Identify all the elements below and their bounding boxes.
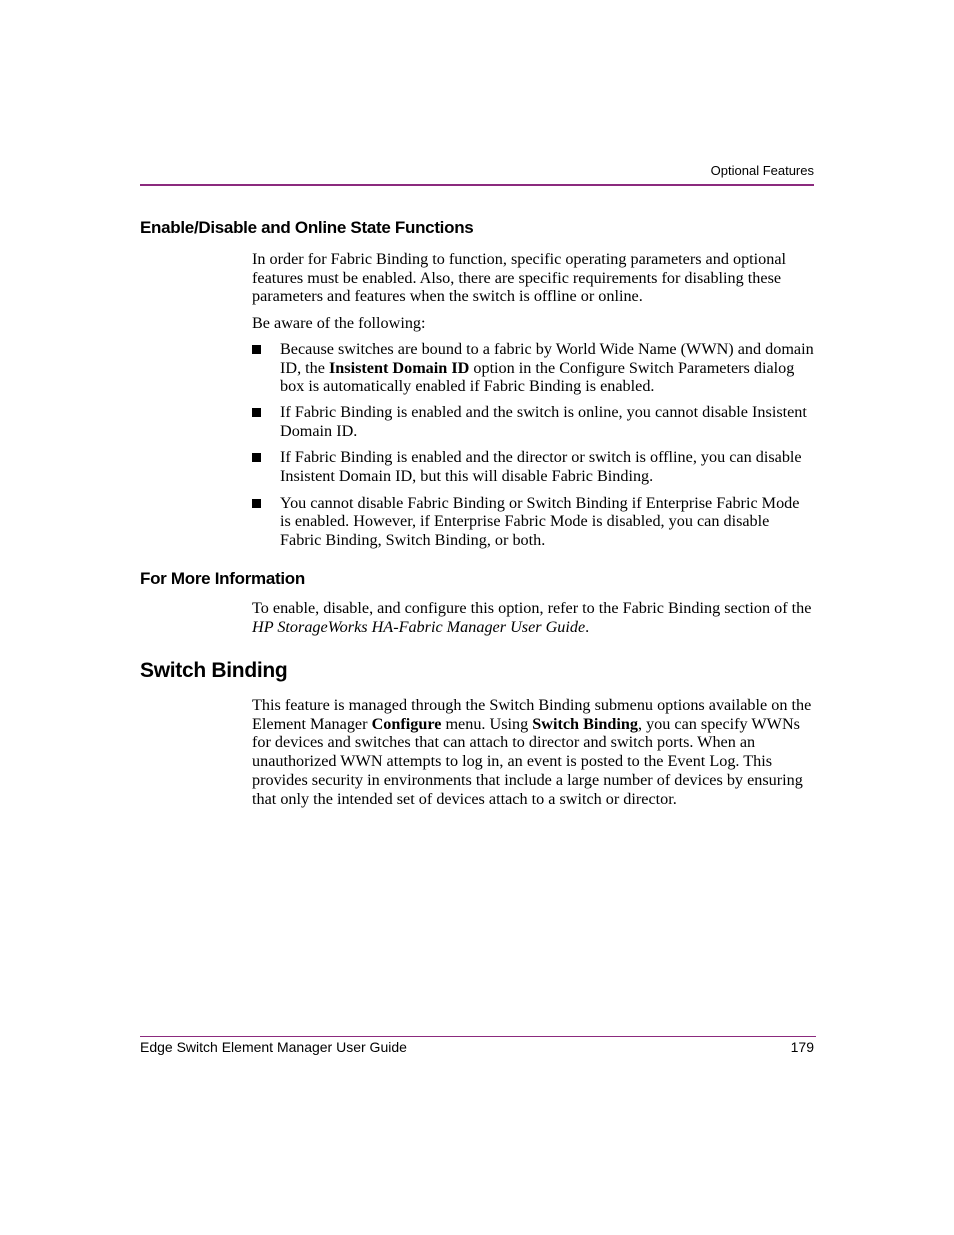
section-body-switch-binding [252,696,814,808]
bullet-icon [252,453,261,462]
section-heading-more-info: For More Information [140,569,305,588]
list-item: Because switches are bound to a fabric by World Wide Name (WWN) and domain ID, the Insistent Domain ID option in the Configure Switch Parameters dialog box is automatically enabled if Fabric Binding is enabled. [252,340,814,396]
switch-binding-paragraph: This feature is managed through the Switch Binding submenu options available on the Element Manager Configure menu. Using Switch Binding, you can specify WWNs for devices and switches that can attach to director and switch ports. When an unauthorized WWN attempts to log in, an event is posted to the Event Log. This provides security in environments that include a large number of devices by ensuring that only the intended set of devices attach to a switch or director. [252,696,812,808]
bullet-icon [252,499,261,508]
more-info-paragraph: To enable, disable, and configure this option, refer to the Fabric Binding section of the HP StorageWorks HA-Fabric Manager User Guide. [252,599,812,636]
list-item: If Fabric Binding is enabled and the director or switch is offline, you can disable Insistent Domain ID, but this will disable Fabric Binding. [252,448,814,485]
guide-title-reference: HP StorageWorks HA-Fabric Manager User Guide [252,617,586,636]
configure-menu-term: Configure [371,714,442,733]
header-rule [140,184,814,186]
intro-paragraph: In order for Fabric Binding to function, specific operating parameters and optional features must be enabled. Also, there are specific requirements for disabling these parameters and features when the switch is offline or online. [252,250,787,306]
switch-binding-term: Switch Binding [532,714,638,733]
page-number: 179 [790,1039,814,1055]
bullet-icon [252,345,261,354]
section-heading-enable-disable: Enable/Disable and Online State Functions [140,218,474,237]
section-heading-switch-binding: Switch Binding [140,659,288,682]
section-body-enable-disable [252,250,814,550]
insistent-domain-id-term: Insistent Domain ID [329,358,470,377]
list-item: You cannot disable Fabric Binding or Switch Binding if Enterprise Fabric Mode is enabled. However, if Enterprise Fabric Mode is disabled, you can disable Fabric Binding, Switch Binding, or both. [252,494,814,550]
section-body-more-info [252,599,814,636]
bullet-icon [252,408,261,417]
running-header: Optional Features [710,163,814,178]
list-item: If Fabric Binding is enabled and the switch is online, you cannot disable Insistent Domain ID. [252,403,814,440]
lead-paragraph: Be aware of the following: [252,314,426,333]
footer-guide-title: Edge Switch Element Manager User Guide [140,1039,407,1055]
footer-rule [140,1036,816,1037]
